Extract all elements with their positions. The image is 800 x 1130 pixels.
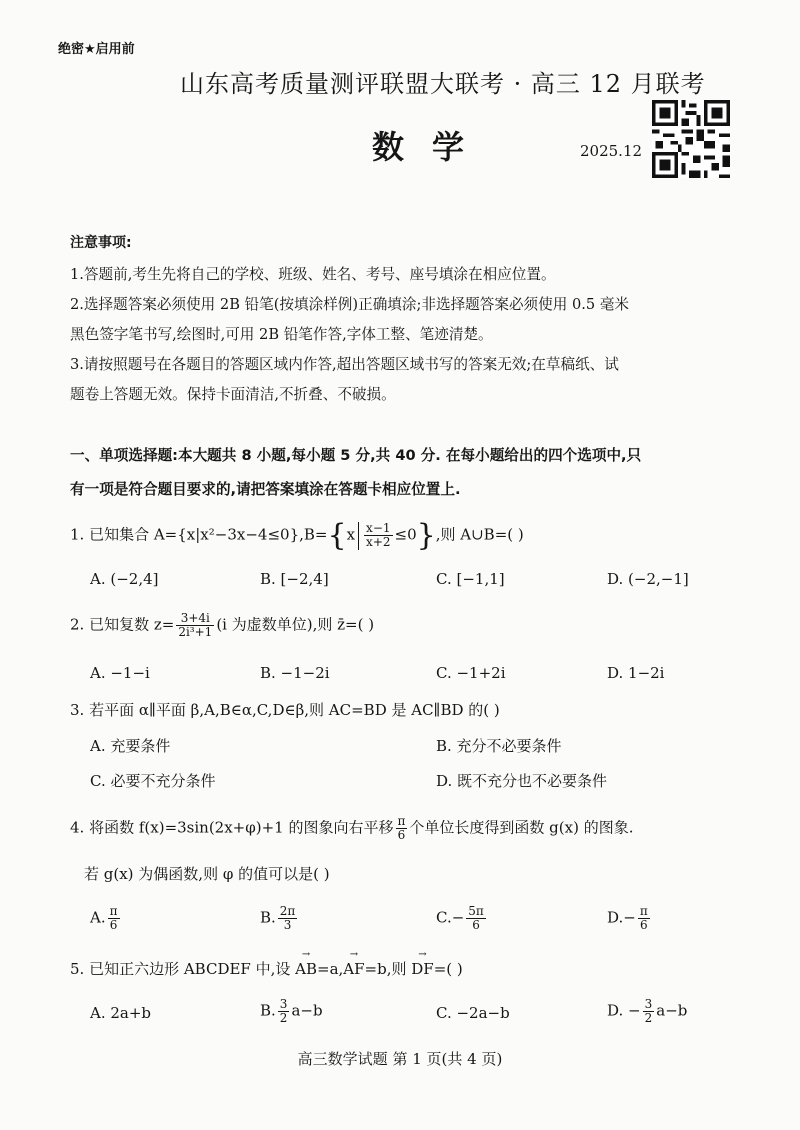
question-5-option-d[interactable]: [607, 998, 687, 1025]
option-fraction: [278, 905, 298, 932]
note-line-2: 2.选择题答案必须使用 2B 铅笔(按填涂样例)正确填涂;非选择题答案必须使用 0.5 毫米: [70, 296, 630, 313]
question-1-prefix: 1. 已知集合 A={x|x²−3x−4≤0},B=: [70, 525, 328, 544]
question-1-suffix: ,则 A∪B=( ): [435, 525, 524, 544]
option-sign: −: [623, 908, 636, 927]
note-line-3: 黑色签字笔书写,绘图时,可用 2B 铅笔作答,字体工整、笔迹清楚。: [70, 326, 493, 343]
question-4-option-d[interactable]: [607, 905, 652, 932]
question-2-fraction: [176, 612, 214, 639]
vector-df: → DF: [411, 960, 433, 978]
question-2-option-d[interactable]: D. 1−2i: [607, 664, 665, 682]
question-2-option-c[interactable]: C. −1+2i: [436, 664, 506, 682]
question-3-option-d[interactable]: D. 既不充分也不必要条件: [436, 772, 608, 790]
question-5-text-4: =( ): [433, 960, 463, 978]
fraction-numerator: 5π: [468, 904, 484, 918]
question-5-text-1: 5. 已知正六边形 ABCDEF 中,设: [70, 960, 296, 978]
question-1-option-d[interactable]: D. (−2,−1]: [607, 570, 689, 588]
question-1-set-var: x: [346, 525, 356, 544]
notes-heading: 注意事项:: [70, 235, 132, 251]
left-brace: {: [327, 518, 347, 553]
question-4-suffix: 个单位长度得到函数 g(x) 的图象.: [409, 818, 634, 837]
option-label: D.: [607, 908, 624, 927]
option-fraction: [278, 998, 290, 1025]
question-4-line-2: 若 g(x) 为偶函数,则 φ 的值可以是( ): [84, 865, 330, 883]
question-3-option-a[interactable]: A. 充要条件: [90, 737, 171, 755]
fraction-denominator: x+2: [366, 535, 391, 549]
question-1-set-tail: ≤0: [394, 525, 417, 544]
question-4-fraction: [396, 815, 408, 842]
question-2: [70, 612, 374, 639]
option-fraction: [108, 905, 120, 932]
question-3-option-c[interactable]: C. 必要不充分条件: [90, 772, 216, 790]
question-4-option-a[interactable]: [90, 905, 122, 932]
fraction-numerator: 3: [644, 997, 653, 1011]
qr-code-icon: [652, 100, 730, 178]
fraction-numerator: x−1: [366, 521, 391, 535]
vector-ab: → AB: [295, 960, 317, 978]
question-5-option-a[interactable]: A. 2a+b: [90, 1004, 152, 1022]
option-label: A.: [90, 908, 106, 927]
page-footer: 高三数学试题 第 1 页(共 4 页): [297, 1050, 503, 1068]
exam-title: 山东高考质量测评联盟大联考 · 高三 12 月联考: [180, 70, 706, 98]
vector-af: → AF: [343, 960, 364, 978]
question-4-prefix: 4. 将函数 f(x)=3sin(2x+φ)+1 的图象向右平移: [70, 818, 394, 837]
fraction-denominator: 2: [279, 1011, 288, 1025]
exam-date: 2025.12: [580, 142, 643, 160]
option-sign: −: [451, 908, 465, 927]
fraction-denominator: 6: [397, 828, 406, 842]
note-line-5: 题卷上答题无效。保持卡面清洁,不折叠、不破损。: [70, 386, 396, 403]
fraction-denominator: 6: [472, 918, 480, 932]
fraction-numerator: 3+4i: [176, 612, 214, 626]
option-fraction: [466, 905, 486, 932]
option-fraction: [638, 905, 650, 932]
question-1-option-b[interactable]: B. [−2,4]: [260, 570, 329, 588]
question-4-option-c[interactable]: [436, 905, 488, 932]
option-label: C.: [436, 908, 452, 927]
fraction-denominator: 6: [109, 918, 118, 932]
fraction-numerator: π: [639, 904, 648, 918]
question-1-option-a[interactable]: A. (−2,4]: [90, 570, 159, 588]
option-fraction: [643, 998, 655, 1025]
option-label: B.: [260, 908, 276, 927]
question-3: 3. 若平面 α∥平面 β,A,B∈α,C,D∈β,则 AC=BD 是 AC∥BD 的( ): [70, 701, 500, 719]
question-5: [70, 958, 463, 979]
fraction-numerator: π: [109, 904, 118, 918]
fraction-denominator: 2i³+1: [178, 625, 213, 639]
question-5-option-b[interactable]: [260, 998, 323, 1025]
option-label: D. −: [607, 1001, 641, 1020]
question-2-option-b[interactable]: B. −1−2i: [260, 664, 330, 682]
question-5-text-3: =b,则: [364, 960, 412, 978]
question-5-option-c[interactable]: C. −2a−b: [436, 1004, 510, 1022]
fraction-numerator: π: [397, 814, 406, 828]
fraction-numerator: 2π: [279, 904, 296, 918]
set-bar: [358, 522, 359, 550]
fraction-denominator: 3: [283, 918, 292, 932]
question-2-suffix: (i 为虚数单位),则 z̄=( ): [216, 615, 375, 634]
fraction-denominator: 6: [639, 918, 648, 932]
question-4-option-b[interactable]: [260, 905, 299, 932]
option-tail: a−b: [656, 1001, 688, 1020]
question-2-option-a[interactable]: A. −1−i: [90, 664, 150, 682]
note-line-4: 3.请按照题号在各题目的答题区域内作答,超出答题区域书写的答案无效;在草稿纸、试: [70, 356, 619, 373]
option-tail: a−b: [291, 1001, 323, 1020]
question-4: [70, 815, 633, 842]
note-line-1: 1.答题前,考生先将自己的学校、班级、姓名、考号、座号填涂在相应位置。: [70, 266, 556, 283]
question-1-fraction: [364, 522, 392, 549]
right-brace: }: [416, 518, 436, 553]
fraction-denominator: 2: [644, 1011, 653, 1025]
section-heading-line-2: 有一项是符合题目要求的,请把答案填涂在答题卡相应位置上.: [70, 481, 461, 498]
section-heading-line-1: 一、单项选择题:本大题共 8 小题,每小题 5 分,共 40 分. 在每小题给出的四个选项中,只: [70, 447, 642, 464]
option-label: B.: [260, 1001, 276, 1020]
question-2-prefix: 2. 已知复数 z=: [70, 615, 175, 634]
confidential-label: 绝密★启用前: [58, 42, 135, 57]
fraction-numerator: 3: [279, 997, 288, 1011]
question-1-option-c[interactable]: C. [−1,1]: [436, 570, 505, 588]
question-5-text-2: =a,: [317, 960, 344, 978]
subject-title: 数学: [372, 128, 493, 166]
question-3-option-b[interactable]: B. 充分不必要条件: [436, 737, 562, 755]
question-1: [70, 518, 524, 553]
